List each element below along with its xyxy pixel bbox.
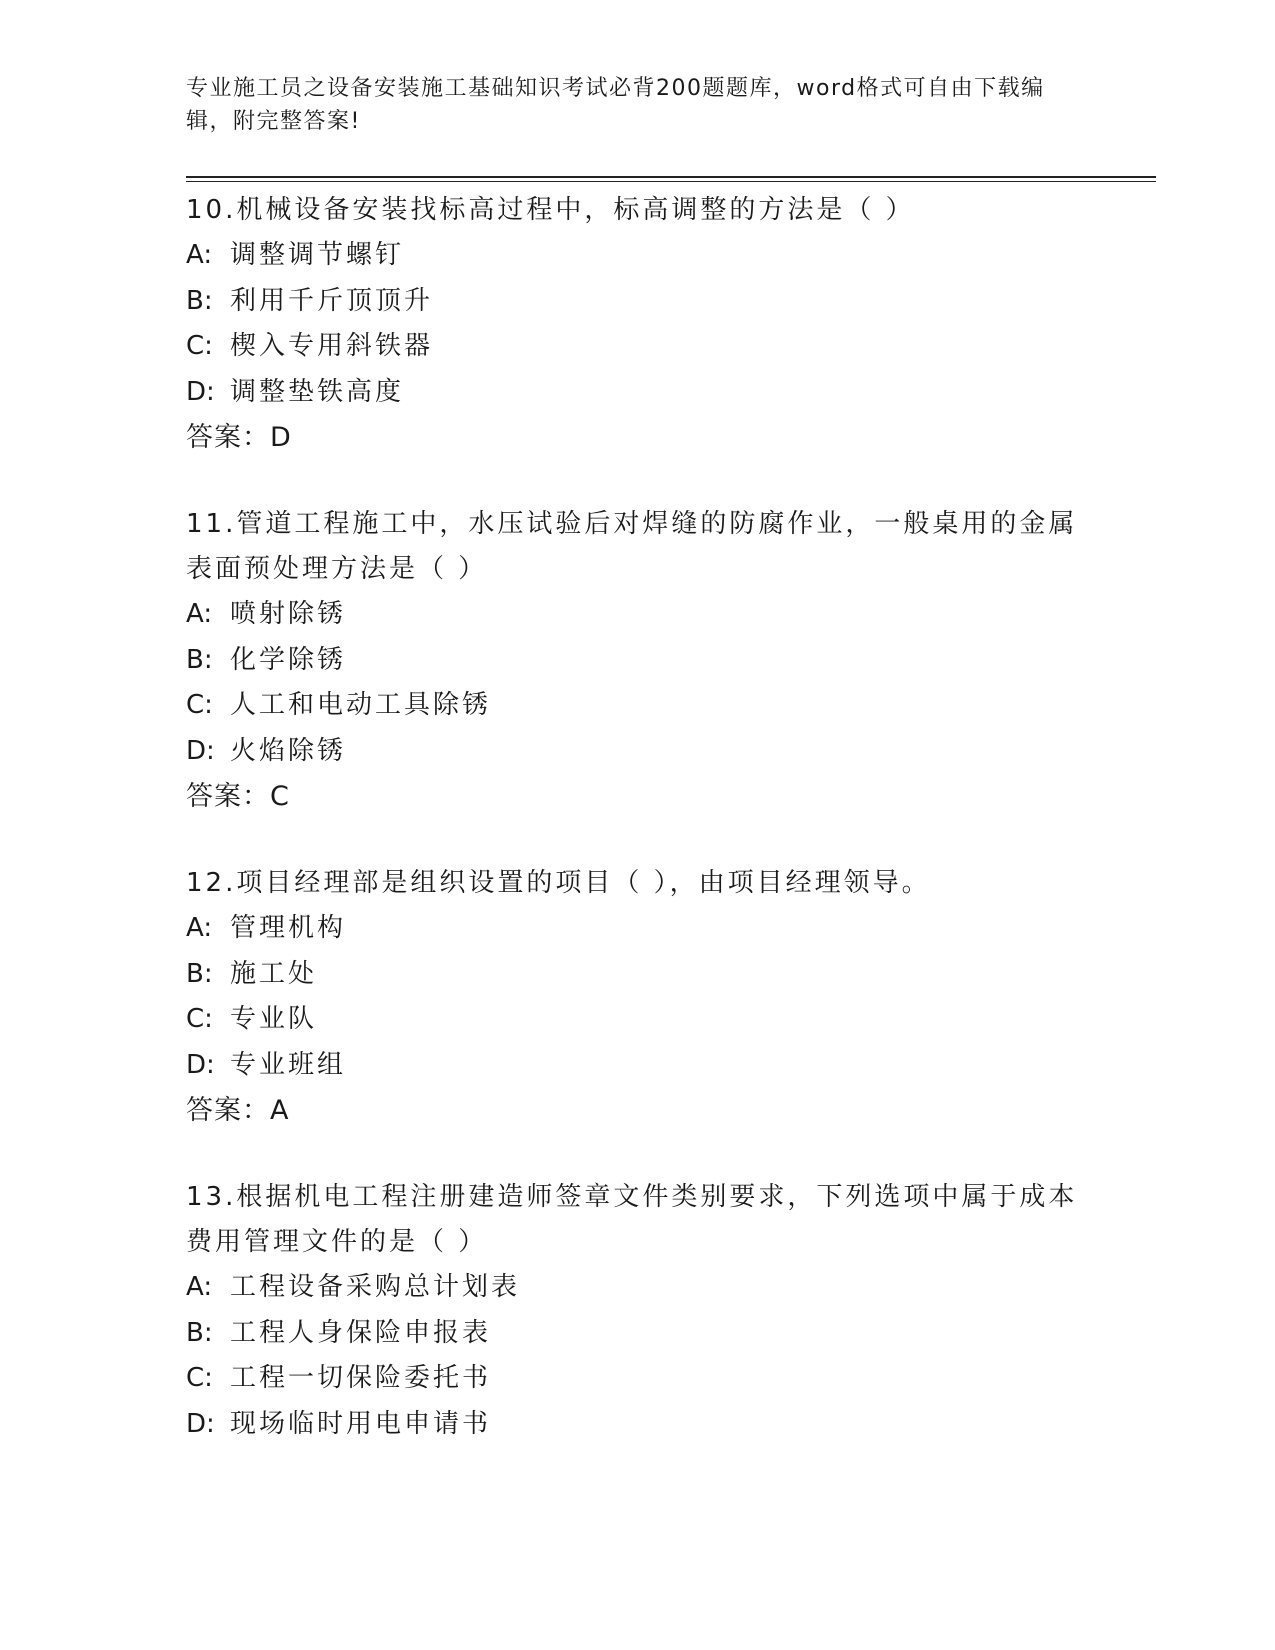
option-c (186, 683, 1086, 729)
question-stem: 13.根据机电工程注册建造师签章文件类别要求，下列选项中属于成本费用管理文件的是（ ） (186, 1182, 1078, 1257)
option-c (186, 1356, 1086, 1402)
option-b (186, 952, 1086, 998)
option-c (186, 324, 1086, 370)
option-letter: D: (186, 1408, 215, 1439)
option-d (186, 1402, 1086, 1448)
option-text: 工程一切保险委托书 (230, 1363, 492, 1393)
question-stem: 11.管道工程施工中，水压试验后对焊缝的防腐作业，一般桌用的金属表面预处理方法是（ ） (186, 509, 1078, 584)
question-stem: 10.机械设备安装找标高过程中，标高调整的方法是（ ） (186, 195, 915, 225)
option-text: 喷射除锈 (230, 599, 347, 629)
option-b (186, 279, 1086, 325)
answer-value: C (270, 781, 290, 812)
answer-value: D (270, 422, 292, 453)
answer-line (186, 415, 1086, 460)
option-letter: C: (186, 1363, 213, 1393)
option-letter: C: (186, 331, 213, 361)
question-list (186, 188, 1086, 1489)
option-a (186, 1265, 1086, 1311)
option-text: 利用千斤顶顶升 (230, 285, 434, 316)
document-header: 专业施工员之设备安装施工基础知识考试必背200题题库，word格式可自由下载编辑，附完整答案! (186, 76, 1045, 134)
option-d (186, 1043, 1086, 1089)
option-letter: A: (186, 599, 213, 629)
option-text: 管理机构 (230, 913, 347, 943)
option-letter: B: (186, 958, 213, 989)
option-b (186, 1311, 1086, 1357)
option-a (186, 592, 1086, 638)
answer-line (186, 774, 1086, 819)
option-text: 火焰除锈 (230, 735, 347, 766)
answer-label: 答案： (186, 422, 270, 453)
header-divider-top (186, 176, 1156, 178)
option-letter: D: (186, 376, 215, 407)
option-text: 施工处 (230, 958, 318, 989)
option-letter: D: (186, 735, 215, 766)
option-letter: C: (186, 1004, 213, 1034)
option-text: 调整调节螺钉 (230, 240, 405, 270)
option-c (186, 997, 1086, 1043)
option-letter: B: (186, 644, 213, 675)
header-divider-bottom (186, 181, 1156, 182)
answer-label: 答案： (186, 1095, 270, 1126)
question-item (186, 502, 1086, 819)
question-stem: 12.项目经理部是组织设置的项目（ ），由项目经理领导。 (186, 868, 931, 898)
option-letter: C: (186, 690, 213, 720)
option-text: 现场临时用电申请书 (230, 1408, 492, 1439)
option-letter: A: (186, 1272, 213, 1302)
option-letter: D: (186, 1049, 215, 1080)
question-item (186, 1175, 1086, 1447)
question-item (186, 188, 1086, 460)
option-d (186, 370, 1086, 416)
option-d (186, 729, 1086, 775)
option-text: 楔入专用斜铁器 (230, 331, 434, 361)
answer-line (186, 1088, 1086, 1133)
answer-label: 答案： (186, 781, 270, 812)
option-text: 专业班组 (230, 1049, 347, 1080)
option-b (186, 638, 1086, 684)
option-text: 人工和电动工具除锈 (230, 690, 492, 720)
option-text: 专业队 (230, 1004, 318, 1034)
answer-value: A (270, 1095, 290, 1126)
option-a (186, 233, 1086, 279)
option-letter: B: (186, 1317, 213, 1348)
option-text: 调整垫铁高度 (230, 376, 405, 407)
option-text: 工程设备采购总计划表 (230, 1272, 521, 1302)
option-a (186, 906, 1086, 952)
option-letter: A: (186, 240, 213, 270)
option-letter: A: (186, 913, 213, 943)
option-letter: B: (186, 285, 213, 316)
option-text: 化学除锈 (230, 644, 347, 675)
option-text: 工程人身保险申报表 (230, 1317, 492, 1348)
question-item (186, 861, 1086, 1133)
